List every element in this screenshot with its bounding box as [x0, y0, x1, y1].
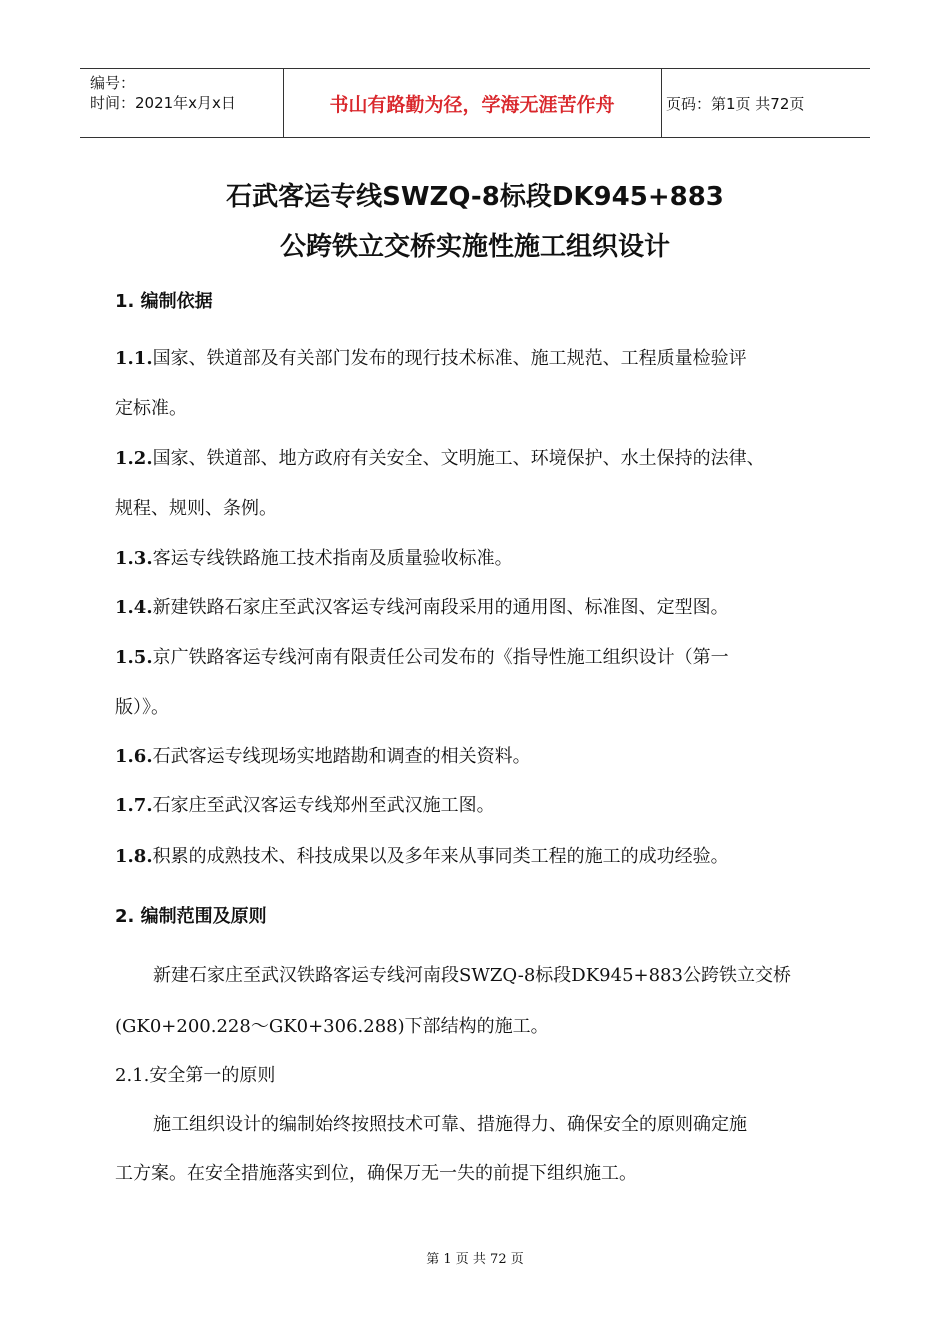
section2-heading: 2. 编制范围及原则	[115, 906, 267, 927]
list-item	[115, 791, 495, 817]
list-item-cont: 定标准。	[115, 398, 187, 419]
item-text: 国家、铁道部、地方政府有关安全、文明施工、环境保护、水土保持的法律、	[152, 448, 765, 469]
list-item	[115, 344, 747, 370]
item-text: 石武客运专线现场实地踏勘和调查的相关资料。	[152, 746, 531, 767]
section2-paragraph-cont: (GK0+200.228～GK0+306.288)下部结构的施工。	[115, 1016, 549, 1037]
subsection-heading: 2.1.安全第一的原则	[115, 1065, 276, 1086]
page-header	[80, 68, 870, 138]
item-number: 1.3.	[115, 548, 153, 569]
doc-title-line2: 公跨铁立交桥实施性施工组织设计	[279, 232, 670, 262]
item-number: 1.2.	[115, 448, 153, 469]
item-number: 1.8.	[115, 846, 153, 867]
subsection-paragraph: 施工组织设计的编制始终按照技术可靠、措施得力、确保安全的原则确定施	[153, 1114, 747, 1135]
list-item-cont: 版）》。	[115, 697, 169, 718]
section2-paragraph: 新建石家庄至武汉铁路客运专线河南段SWZQ-8标段DK945+883公跨铁立交桥	[153, 965, 791, 986]
list-item	[115, 593, 729, 619]
list-item-cont: 规程、规则、条例。	[115, 498, 277, 519]
list-item	[115, 842, 729, 868]
item-text: 国家、铁道部及有关部门发布的现行技术标准、施工规范、工程质量检验评	[152, 348, 747, 369]
item-number: 1.1.	[115, 348, 153, 369]
item-number: 1.6.	[115, 746, 153, 767]
page-footer: 第 1 页 共 72 页	[426, 1252, 524, 1267]
item-text: 京广铁路客运专线河南有限责任公司发布的《指导性施工组织设计（第一	[152, 647, 729, 668]
item-text: 石家庄至武汉客运专线郑州至武汉施工图。	[152, 795, 495, 816]
doc-title-line1: 石武客运专线SWZQ-8标段DK945+883	[226, 182, 724, 212]
header-info	[90, 73, 236, 113]
list-item	[115, 544, 513, 570]
subsection-paragraph-cont: 工方案。在安全措施落实到位，确保万无一失的前提下组织施工。	[115, 1163, 637, 1184]
item-text: 客运专线铁路施工技术指南及质量验收标准。	[152, 548, 513, 569]
header-motto: 书山有路勤为径，学海无涯苦作舟	[329, 93, 615, 116]
doc-number: 编号：	[90, 74, 136, 92]
list-item	[115, 444, 765, 470]
doc-date: 时间：2021年x月x日	[90, 94, 236, 112]
item-number: 1.7.	[115, 795, 153, 816]
list-item	[115, 742, 531, 768]
item-number: 1.5.	[115, 647, 153, 668]
list-item	[115, 643, 729, 669]
section1-heading: 1. 编制依据	[115, 291, 213, 312]
item-text: 积累的成熟技术、科技成果以及多年来从事同类工程的施工的成功经验。	[152, 846, 729, 867]
item-text: 新建铁路石家庄至武汉客运专线河南段采用的通用图、标准图、定型图。	[152, 597, 729, 618]
item-number: 1.4.	[115, 597, 153, 618]
header-page-number: 页码：第1页 共72页	[666, 94, 805, 113]
header-divider	[661, 69, 662, 137]
